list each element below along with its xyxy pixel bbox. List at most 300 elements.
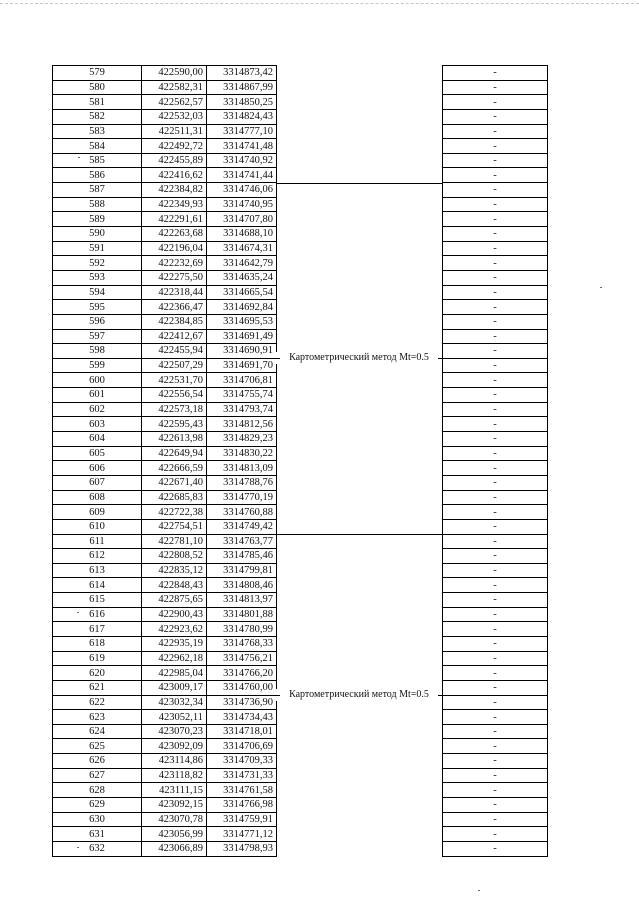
point-number: 618 (53, 636, 142, 651)
note-dash: - (443, 432, 548, 447)
y-coordinate: 3314642,79 (207, 256, 277, 271)
table-row (443, 80, 548, 95)
table-row (443, 66, 548, 81)
x-coordinate: 422900,43 (142, 607, 207, 622)
x-coordinate: 422923,62 (142, 622, 207, 637)
method-connector-line (276, 695, 280, 696)
point-number: 628 (53, 783, 142, 798)
table-row (443, 461, 548, 476)
point-number: 620 (53, 666, 142, 681)
x-coordinate: 422318,44 (142, 285, 207, 300)
point-number: 580 (53, 80, 142, 95)
method-connector-line (438, 695, 442, 696)
note-dash: - (443, 329, 548, 344)
y-coordinate: 3314674,31 (207, 241, 277, 256)
y-coordinate: 3314741,44 (207, 168, 277, 183)
table-row (443, 270, 548, 285)
x-coordinate: 422366,47 (142, 300, 207, 315)
point-number: 605 (53, 446, 142, 461)
x-coordinate: 423092,15 (142, 798, 207, 813)
point-number: 587 (53, 183, 142, 198)
note-dash: - (443, 314, 548, 329)
note-dash: - (443, 666, 548, 681)
point-number: 592 (53, 256, 142, 271)
method-connector-line (438, 358, 442, 359)
x-coordinate: 422781,10 (142, 534, 207, 549)
note-dash: - (443, 153, 548, 168)
y-coordinate: 3314731,33 (207, 768, 277, 783)
point-number: 621 (53, 680, 142, 695)
point-number: 597 (53, 329, 142, 344)
x-coordinate: 422232,69 (142, 256, 207, 271)
table-row (443, 388, 548, 403)
table-row (443, 710, 548, 725)
x-coordinate: 423066,89 (142, 841, 207, 856)
note-dash: - (443, 168, 548, 183)
y-coordinate: 3314665,54 (207, 285, 277, 300)
table-row (53, 373, 277, 388)
y-coordinate: 3314707,80 (207, 212, 277, 227)
point-number: 591 (53, 241, 142, 256)
table-row (443, 183, 548, 198)
table-row (443, 358, 548, 373)
y-coordinate: 3314768,33 (207, 636, 277, 651)
note-dash: - (443, 124, 548, 139)
table-row (53, 109, 277, 124)
table-row (443, 841, 548, 856)
table-row (443, 505, 548, 520)
table-row (53, 680, 277, 695)
table-row (53, 651, 277, 666)
table-row (53, 153, 277, 168)
table-row (443, 578, 548, 593)
x-coordinate: 422590,00 (142, 66, 207, 81)
x-coordinate: 423052,11 (142, 710, 207, 725)
note-dash: - (443, 505, 548, 520)
table-row (53, 841, 277, 856)
y-coordinate: 3314788,76 (207, 475, 277, 490)
point-number: 585 (53, 153, 142, 168)
x-coordinate: 422507,29 (142, 358, 207, 373)
y-coordinate: 3314756,21 (207, 651, 277, 666)
point-number: 622 (53, 695, 142, 710)
table-row (443, 329, 548, 344)
table-row (443, 680, 548, 695)
table-row (53, 519, 277, 534)
x-coordinate: 422875,65 (142, 593, 207, 608)
point-number: 611 (53, 534, 142, 549)
coordinates-table (52, 65, 277, 857)
note-dash: - (443, 417, 548, 432)
point-number: 606 (53, 461, 142, 476)
point-number: 588 (53, 197, 142, 212)
y-coordinate: 3314691,49 (207, 329, 277, 344)
point-number: 630 (53, 812, 142, 827)
note-dash: - (443, 300, 548, 315)
point-number: 593 (53, 270, 142, 285)
point-number: 624 (53, 724, 142, 739)
table-row (53, 622, 277, 637)
y-coordinate: 3314706,81 (207, 373, 277, 388)
note-dash: - (443, 227, 548, 242)
point-number: 579 (53, 66, 142, 81)
table-row (443, 446, 548, 461)
x-coordinate: 422275,50 (142, 270, 207, 285)
note-dash: - (443, 285, 548, 300)
note-dash: - (443, 344, 548, 359)
x-coordinate: 422671,40 (142, 475, 207, 490)
table-row (443, 212, 548, 227)
note-dash: - (443, 622, 548, 637)
method-label: Картометрический метод Mt=0.5 (276, 689, 442, 701)
table-row (53, 563, 277, 578)
table-row (53, 270, 277, 285)
table-row (443, 197, 548, 212)
x-coordinate: 422492,72 (142, 139, 207, 154)
point-number: 608 (53, 490, 142, 505)
y-coordinate: 3314706,69 (207, 739, 277, 754)
table-row (443, 534, 548, 549)
table-row (443, 607, 548, 622)
table-row (443, 768, 548, 783)
scan-artifact-line (0, 3, 639, 4)
x-coordinate: 422582,31 (142, 80, 207, 95)
x-coordinate: 422511,31 (142, 124, 207, 139)
table-row (53, 388, 277, 403)
table-row (53, 344, 277, 359)
y-coordinate: 3314813,09 (207, 461, 277, 476)
point-number: 584 (53, 139, 142, 154)
point-number: 615 (53, 593, 142, 608)
note-dash: - (443, 651, 548, 666)
method-label: Картометрический метод Mt=0.5 (276, 352, 442, 364)
table-row (443, 139, 548, 154)
point-number: 623 (53, 710, 142, 725)
table-row (53, 578, 277, 593)
point-number: 607 (53, 475, 142, 490)
table-row (443, 783, 548, 798)
y-coordinate: 3314830,22 (207, 446, 277, 461)
y-coordinate: 3314734,43 (207, 710, 277, 725)
y-coordinate: 3314812,56 (207, 417, 277, 432)
table-row (53, 124, 277, 139)
table-row (53, 300, 277, 315)
table-row (443, 314, 548, 329)
table-row (53, 461, 277, 476)
table-row (443, 622, 548, 637)
table-row (53, 241, 277, 256)
notes-table (442, 65, 548, 857)
table-row (53, 446, 277, 461)
note-dash: - (443, 710, 548, 725)
note-dash: - (443, 95, 548, 110)
point-number: 627 (53, 768, 142, 783)
table-row (443, 168, 548, 183)
table-row (443, 812, 548, 827)
note-dash: - (443, 183, 548, 198)
point-number: 629 (53, 798, 142, 813)
table-row (443, 285, 548, 300)
note-dash: - (443, 197, 548, 212)
table-row (443, 344, 548, 359)
y-coordinate: 3314873,42 (207, 66, 277, 81)
point-number: 600 (53, 373, 142, 388)
table-row (53, 710, 277, 725)
table-row (53, 197, 277, 212)
y-coordinate: 3314740,95 (207, 197, 277, 212)
table-row (443, 519, 548, 534)
x-coordinate: 422532,03 (142, 109, 207, 124)
point-number: 582 (53, 109, 142, 124)
point-number: 609 (53, 505, 142, 520)
scan-speck (600, 287, 602, 288)
table-row (443, 593, 548, 608)
x-coordinate: 422416,62 (142, 168, 207, 183)
note-dash: - (443, 549, 548, 564)
table-row (53, 139, 277, 154)
y-coordinate: 3314741,48 (207, 139, 277, 154)
point-number: 604 (53, 432, 142, 447)
y-coordinate: 3314736,90 (207, 695, 277, 710)
note-dash: - (443, 241, 548, 256)
y-coordinate: 3314746,06 (207, 183, 277, 198)
table-row (443, 695, 548, 710)
y-coordinate: 3314824,43 (207, 109, 277, 124)
x-coordinate: 422562,57 (142, 95, 207, 110)
y-coordinate: 3314785,46 (207, 549, 277, 564)
table-row (443, 563, 548, 578)
note-dash: - (443, 578, 548, 593)
note-dash: - (443, 519, 548, 534)
note-dash: - (443, 256, 548, 271)
x-coordinate: 422962,18 (142, 651, 207, 666)
table-row (53, 417, 277, 432)
method-connector-line (276, 358, 280, 359)
note-dash: - (443, 724, 548, 739)
table-row (443, 798, 548, 813)
x-coordinate: 422835,12 (142, 563, 207, 578)
note-dash: - (443, 607, 548, 622)
y-coordinate: 3314798,93 (207, 841, 277, 856)
table-row (53, 432, 277, 447)
table-row (53, 66, 277, 81)
x-coordinate: 423070,78 (142, 812, 207, 827)
y-coordinate: 3314813,97 (207, 593, 277, 608)
note-dash: - (443, 270, 548, 285)
x-coordinate: 423032,34 (142, 695, 207, 710)
table-row (53, 754, 277, 769)
table-row (443, 417, 548, 432)
y-coordinate: 3314770,19 (207, 490, 277, 505)
note-dash: - (443, 475, 548, 490)
table-row (53, 358, 277, 373)
y-coordinate: 3314801,88 (207, 607, 277, 622)
y-coordinate: 3314760,00 (207, 680, 277, 695)
point-number: 598 (53, 344, 142, 359)
table-row (53, 227, 277, 242)
table-row (53, 256, 277, 271)
note-dash: - (443, 461, 548, 476)
x-coordinate: 422349,93 (142, 197, 207, 212)
note-dash: - (443, 768, 548, 783)
note-dash: - (443, 695, 548, 710)
note-dash: - (443, 827, 548, 842)
y-coordinate: 3314695,53 (207, 314, 277, 329)
table-row (443, 549, 548, 564)
table-row (443, 402, 548, 417)
note-dash: - (443, 402, 548, 417)
table-row (443, 651, 548, 666)
y-coordinate: 3314771,12 (207, 827, 277, 842)
table-row (53, 212, 277, 227)
table-row (53, 183, 277, 198)
x-coordinate: 422613,98 (142, 432, 207, 447)
y-coordinate: 3314829,23 (207, 432, 277, 447)
table-row (53, 490, 277, 505)
note-dash: - (443, 212, 548, 227)
y-coordinate: 3314777,10 (207, 124, 277, 139)
x-coordinate: 422412,67 (142, 329, 207, 344)
point-number: 599 (53, 358, 142, 373)
table-row (443, 95, 548, 110)
note-dash: - (443, 812, 548, 827)
x-coordinate: 422384,82 (142, 183, 207, 198)
table-row (53, 534, 277, 549)
y-coordinate: 3314759,91 (207, 812, 277, 827)
y-coordinate: 3314760,88 (207, 505, 277, 520)
note-dash: - (443, 139, 548, 154)
x-coordinate: 422196,04 (142, 241, 207, 256)
y-coordinate: 3314749,42 (207, 519, 277, 534)
y-coordinate: 3314766,98 (207, 798, 277, 813)
note-dash: - (443, 754, 548, 769)
table-row (53, 593, 277, 608)
table-row (443, 724, 548, 739)
table-row (53, 402, 277, 417)
table-row (53, 695, 277, 710)
note-dash: - (443, 636, 548, 651)
x-coordinate: 422666,59 (142, 461, 207, 476)
x-coordinate: 422848,43 (142, 578, 207, 593)
point-number: 581 (53, 95, 142, 110)
note-dash: - (443, 446, 548, 461)
note-dash: - (443, 490, 548, 505)
table-row (53, 607, 277, 622)
table-row (53, 314, 277, 329)
note-dash: - (443, 739, 548, 754)
y-coordinate: 3314761,58 (207, 783, 277, 798)
table-row (443, 636, 548, 651)
point-number: 583 (53, 124, 142, 139)
table-row (53, 812, 277, 827)
point-number: 614 (53, 578, 142, 593)
y-coordinate: 3314867,99 (207, 80, 277, 95)
x-coordinate: 422531,70 (142, 373, 207, 388)
x-coordinate: 422455,89 (142, 153, 207, 168)
y-coordinate: 3314688,10 (207, 227, 277, 242)
point-number: 595 (53, 300, 142, 315)
x-coordinate: 422556,54 (142, 388, 207, 403)
x-coordinate: 423009,17 (142, 680, 207, 695)
point-number: 586 (53, 168, 142, 183)
y-coordinate: 3314692,84 (207, 300, 277, 315)
table-row (443, 475, 548, 490)
table-row (443, 256, 548, 271)
x-coordinate: 423118,82 (142, 768, 207, 783)
x-coordinate: 422595,43 (142, 417, 207, 432)
note-dash: - (443, 534, 548, 549)
point-number: 612 (53, 549, 142, 564)
x-coordinate: 422808,52 (142, 549, 207, 564)
y-coordinate: 3314850,25 (207, 95, 277, 110)
table-row (53, 724, 277, 739)
point-number: 616 (53, 607, 142, 622)
table-row (443, 124, 548, 139)
method-range-line (276, 534, 442, 535)
point-number: 590 (53, 227, 142, 242)
point-number: 613 (53, 563, 142, 578)
x-coordinate: 422935,19 (142, 636, 207, 651)
point-number: 625 (53, 739, 142, 754)
x-coordinate: 423070,23 (142, 724, 207, 739)
table-row (53, 168, 277, 183)
point-number: 596 (53, 314, 142, 329)
y-coordinate: 3314793,74 (207, 402, 277, 417)
note-dash: - (443, 783, 548, 798)
table-row (443, 666, 548, 681)
x-coordinate: 422455,94 (142, 344, 207, 359)
table-row (53, 636, 277, 651)
point-number: 601 (53, 388, 142, 403)
note-dash: - (443, 841, 548, 856)
y-coordinate: 3314780,99 (207, 622, 277, 637)
x-coordinate: 422685,83 (142, 490, 207, 505)
table-row (443, 432, 548, 447)
y-coordinate: 3314690,91 (207, 344, 277, 359)
table-row (53, 329, 277, 344)
note-dash: - (443, 358, 548, 373)
method-range-line (276, 183, 442, 184)
y-coordinate: 3314799,81 (207, 563, 277, 578)
y-coordinate: 3314755,74 (207, 388, 277, 403)
note-dash: - (443, 109, 548, 124)
table-row (53, 768, 277, 783)
scan-speck (478, 890, 480, 891)
x-coordinate: 423114,86 (142, 754, 207, 769)
point-number: 603 (53, 417, 142, 432)
table-row (53, 666, 277, 681)
note-dash: - (443, 388, 548, 403)
y-coordinate: 3314740,92 (207, 153, 277, 168)
note-dash: - (443, 798, 548, 813)
x-coordinate: 422754,51 (142, 519, 207, 534)
point-number: 610 (53, 519, 142, 534)
note-dash: - (443, 563, 548, 578)
y-coordinate: 3314763,77 (207, 534, 277, 549)
table-row (443, 490, 548, 505)
point-number: 594 (53, 285, 142, 300)
table-row (53, 739, 277, 754)
table-row (53, 827, 277, 842)
x-coordinate: 422291,61 (142, 212, 207, 227)
table-row (443, 754, 548, 769)
table-row (443, 153, 548, 168)
table-row (53, 475, 277, 490)
x-coordinate: 422573,18 (142, 402, 207, 417)
table-row (443, 241, 548, 256)
x-coordinate: 423111,15 (142, 783, 207, 798)
x-coordinate: 422263,68 (142, 227, 207, 242)
